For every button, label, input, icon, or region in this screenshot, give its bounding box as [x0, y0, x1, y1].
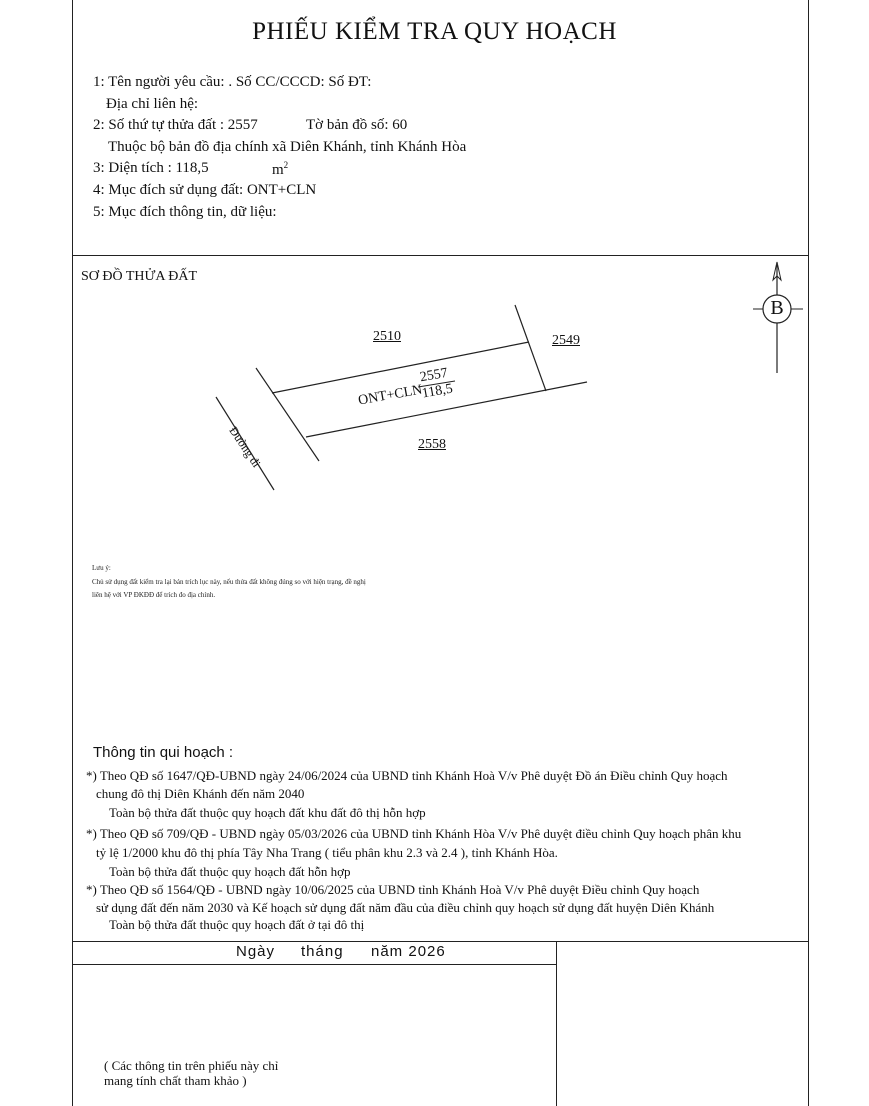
- cadastral-map-set: Thuộc bộ bản đồ địa chính xã Diên Khánh, tỉnh Khánh Hòa: [108, 139, 467, 155]
- planning-item-3-line-1: *) Theo QĐ số 1564/QĐ - UBND ngày 10/06/2025 của UBND tỉnh Khánh Hoà V/v Phê duyệt Điều chỉnh Quy hoạch: [86, 882, 700, 897]
- planning-item-2-line-2: tỷ lệ 1/2000 khu đô thị phía Tây Nha Trang ( tiểu phân khu 2.3 và 2.4 ), tỉnh Khánh Hòa.: [96, 845, 558, 860]
- parcel-main-area: 118,5: [420, 381, 454, 402]
- planning-item-1-line-3: Toàn bộ thửa đất thuộc quy hoạch đất khu đất đô thị hỗn hợp: [109, 805, 426, 820]
- footer-column-divider: [556, 941, 557, 1106]
- parcel-main-use: ONT+CLN: [357, 382, 424, 409]
- footer-date-divider: [72, 964, 557, 965]
- area-unit: $m^2$: [272, 160, 289, 178]
- diagram-title: SƠ ĐỒ THỬA ĐẤT: [81, 269, 197, 284]
- planning-item-2-line-3: Toàn bộ thửa đất thuộc quy hoạch đất hỗn hợp: [109, 864, 351, 879]
- parcel-main-number: 2557: [418, 365, 450, 386]
- planning-item-1-line-2: chung đô thị Diên Khánh đến năm 2040: [96, 786, 305, 801]
- planning-title: Thông tin qui hoạch :: [93, 744, 234, 761]
- date-month: tháng: [301, 943, 344, 960]
- date-day: Ngày: [236, 943, 276, 960]
- footer-divider: [72, 941, 809, 942]
- road-label: Đường đi: [226, 424, 264, 470]
- parcel-area: 3: Diện tích : 118,5: [93, 160, 209, 176]
- parcel-2510-label: 2510: [373, 329, 401, 344]
- parcel-2558-label: 2558: [418, 437, 446, 452]
- planning-item-3-line-3: Toàn bộ thửa đất thuộc quy hoạch đất ở tại đô thị: [109, 917, 365, 932]
- note-line-1: Chủ sử dụng đất kiểm tra lại bản trích lục này, nếu thửa đất không đúng so với hiện trạng, đề nghị: [92, 578, 366, 586]
- land-use-purpose: 4: Mục đích sử dụng đất: ONT+CLN: [93, 182, 317, 198]
- planning-item-1-line-1: *) Theo QĐ số 1647/QĐ-UBND ngày 24/06/2024 của UBND tỉnh Khánh Hoà V/v Phê duyệt Đồ án Điều chỉnh Quy hoạch: [86, 768, 728, 783]
- planning-item-2-line-1: *) Theo QĐ số 709/QĐ - UBND ngày 05/03/2026 của UBND tỉnh Khánh Hòa V/v Phê duyệt điều chỉnh Quy hoạch phân khu: [86, 826, 742, 841]
- map-sheet-number: Tờ bản đồ số: 60: [306, 117, 408, 133]
- reference-note-line-2: mang tính chất tham khảo ): [104, 1073, 247, 1088]
- contact-address: Địa chỉ liên hệ:: [106, 96, 199, 112]
- reference-note-line-1: ( Các thông tin trên phiếu này chỉ: [104, 1058, 279, 1073]
- note-heading: Lưu ý:: [92, 564, 111, 572]
- date-year: năm 2026: [371, 943, 446, 960]
- info-purpose: 5: Mục đích thông tin, dữ liệu:: [93, 204, 277, 220]
- note-line-2: liên hệ với VP ĐKĐĐ để trích đo địa chính.: [92, 591, 216, 599]
- parcel-number: 2: Số thứ tự thửa đất : 2557: [93, 117, 258, 133]
- parcel-2549-label: 2549: [552, 333, 580, 348]
- page-title: PHIẾU KIỂM TRA QUY HOẠCH: [252, 18, 617, 45]
- compass-label: B: [770, 297, 784, 319]
- planning-item-3-line-2: sử dụng đất đến năm 2030 và Kế hoạch sử dụng đất năm đầu của điều chỉnh quy hoạch sử dụng đất huyện Diên Khánh: [96, 900, 715, 915]
- requester-info: 1: Tên người yêu cầu: . Số CC/CCCD: Số ĐT:: [93, 74, 372, 90]
